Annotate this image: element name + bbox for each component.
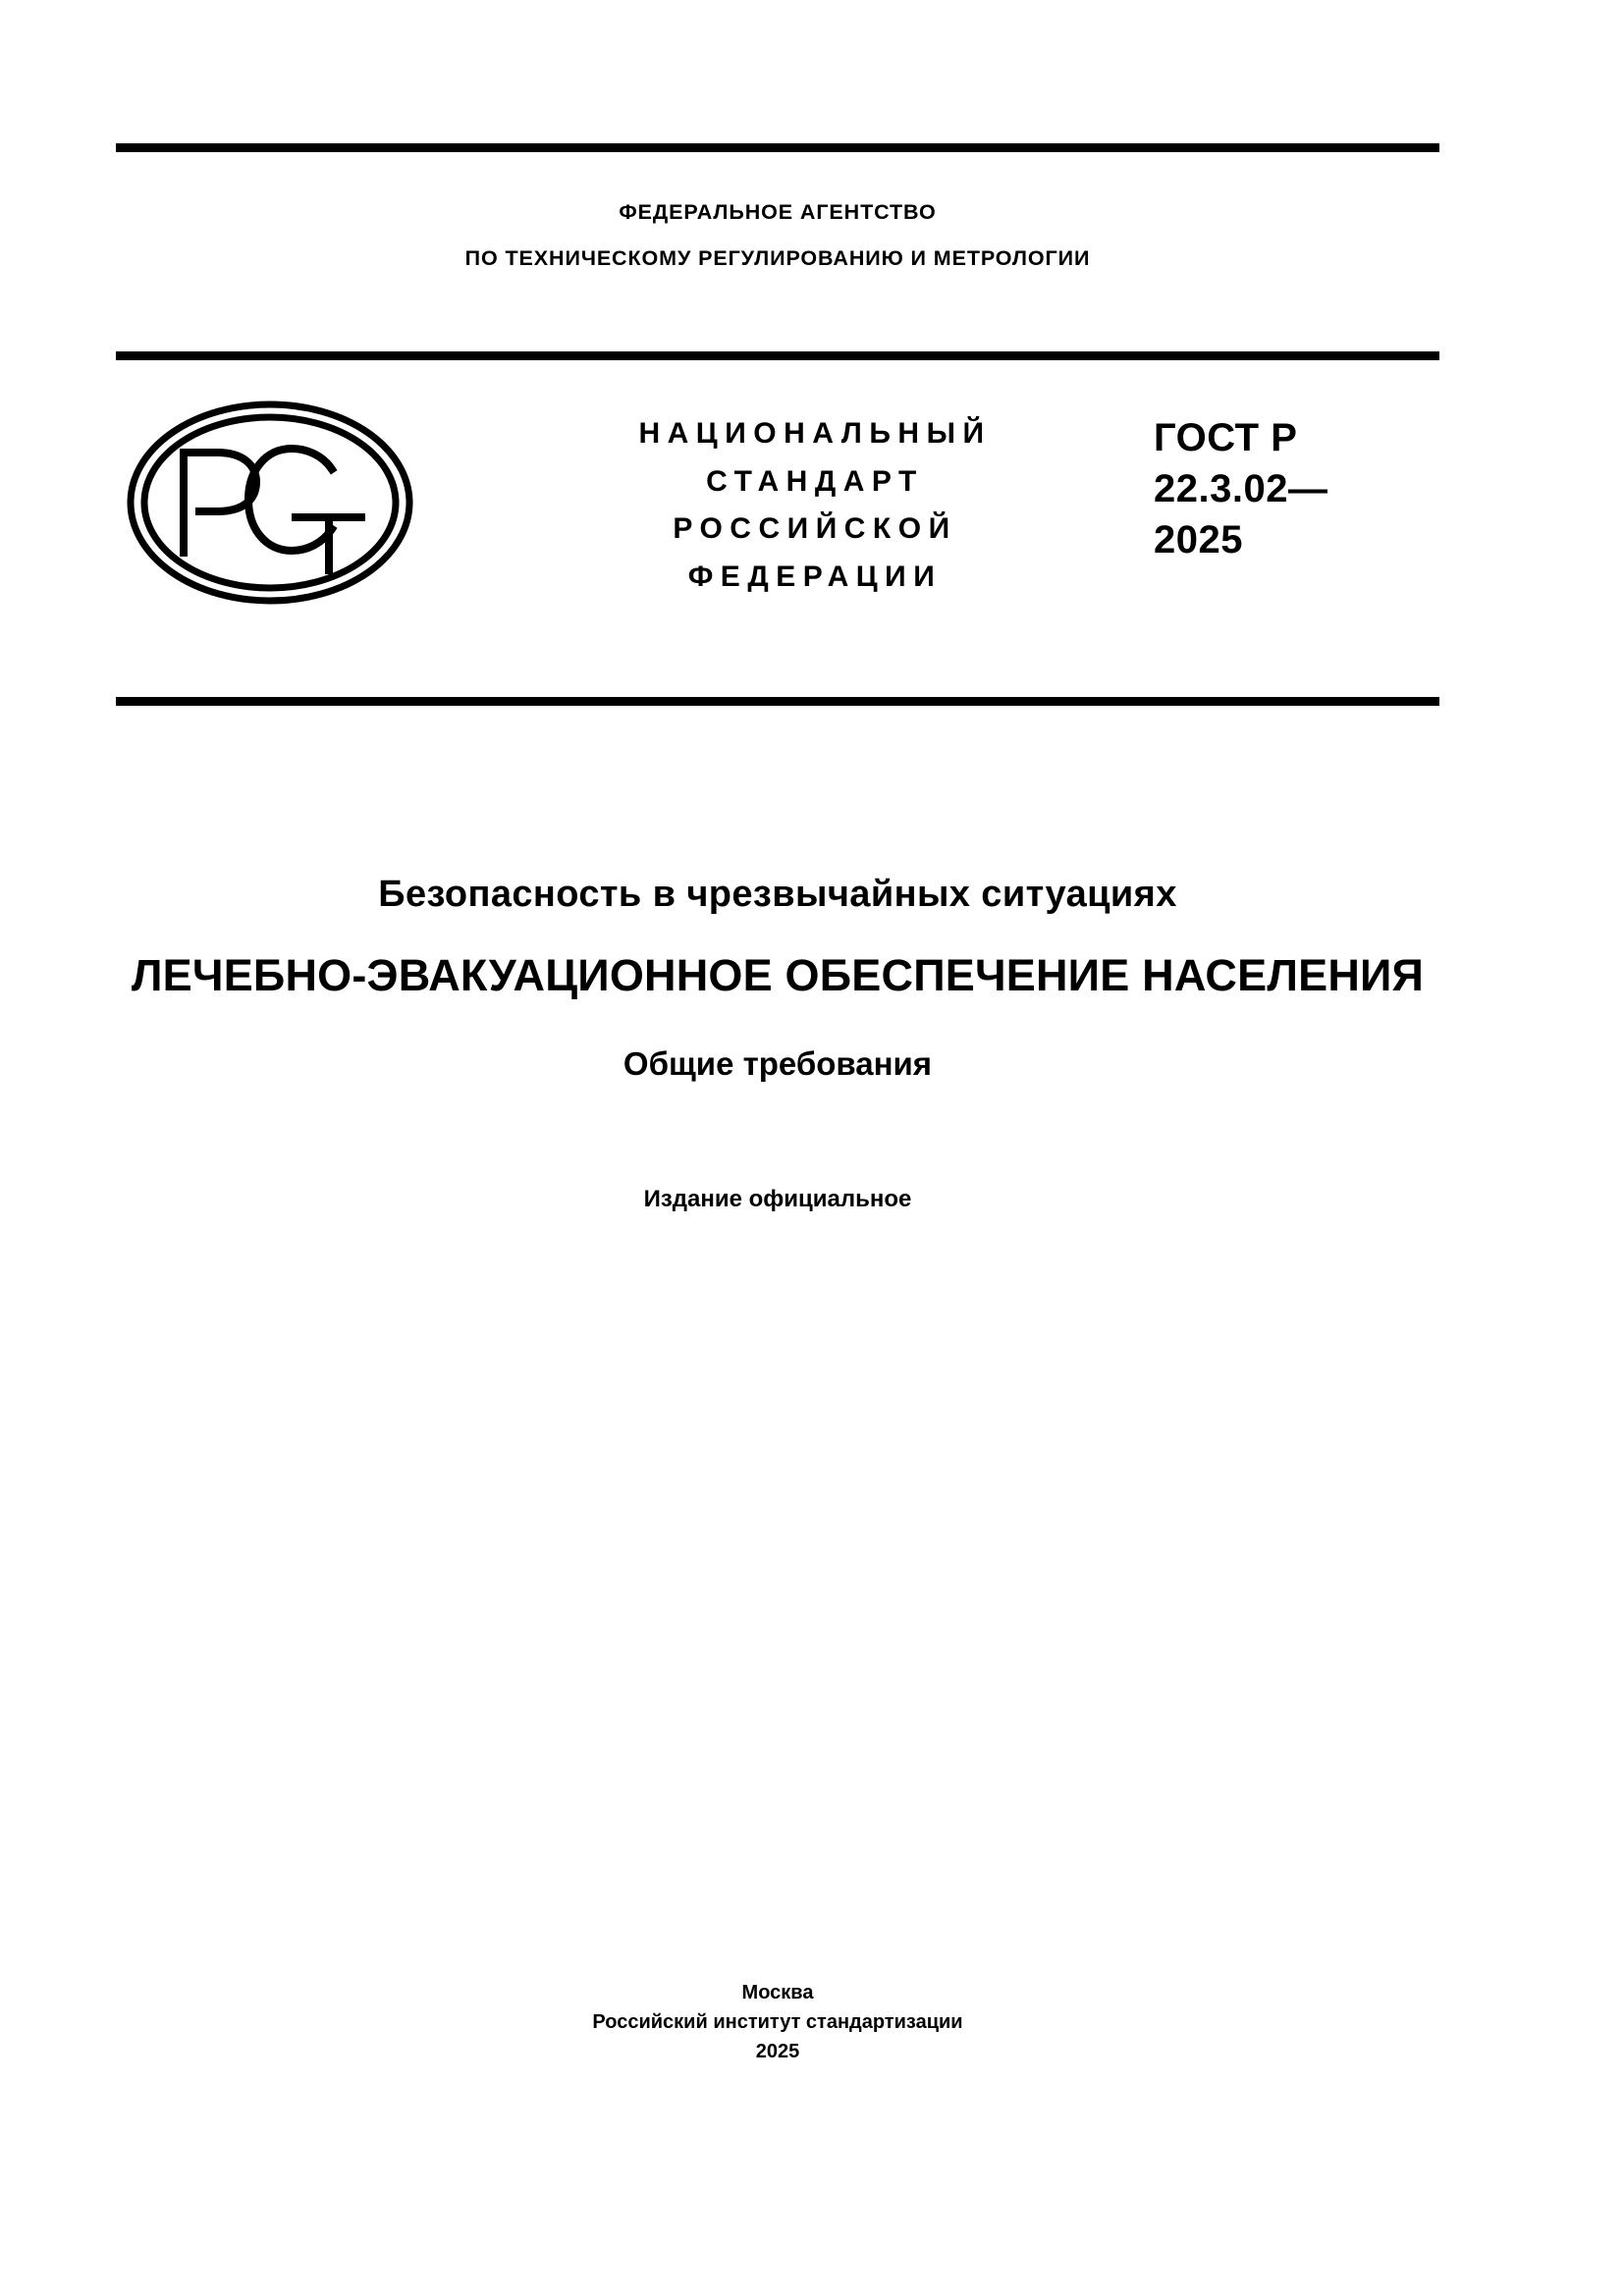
imprint-footer [116, 1978, 1439, 2066]
imprint-year: 2025 [755, 2041, 800, 2062]
imprint-city: Москва [741, 1982, 814, 2003]
gost-number [1154, 412, 1438, 565]
agency-header [116, 202, 1439, 269]
standard-word-line-1: НАЦИОНАЛЬНЫЙ [638, 417, 992, 450]
rst-emblem-icon [123, 398, 417, 609]
document-scope-line: Общие требования [623, 1044, 933, 1082]
header-rule-middle [116, 351, 1439, 360]
agency-line-2: ПО ТЕХНИЧЕСКОМУ РЕГУЛИРОВАНИЮ И МЕТРОЛОГИИ [464, 245, 1091, 270]
gost-number-line-3: 2025 [1154, 518, 1243, 561]
gost-number-line-1: ГОСТ Р [1154, 416, 1298, 459]
standard-wording [471, 410, 1159, 601]
standard-word-line-4: ФЕДЕРАЦИИ [687, 560, 943, 593]
header-rule-bottom [116, 697, 1439, 706]
document-subtitle: Безопасность в чрезвычайных ситуациях [378, 874, 1177, 915]
standard-word-line-3: РОССИЙСКОЙ [673, 512, 957, 546]
gost-number-line-2: 22.3.02— [1154, 467, 1328, 510]
standard-word-line-2: СТАНДАРТ [706, 464, 924, 498]
page-title: ЛЕЧЕБНО-ЭВАКУАЦИОННОЕ ОБЕСПЕЧЕНИЕ НАСЕЛЕНИЯ [131, 950, 1425, 1000]
imprint-publisher: Российский институт стандартизации [592, 2011, 963, 2033]
title-block [116, 874, 1439, 1213]
agency-line-1: ФЕДЕРАЛЬНОЕ АГЕНТСТВО [619, 200, 937, 224]
official-edition-note: Издание официальное [643, 1185, 912, 1212]
header-rule-top [116, 143, 1439, 152]
